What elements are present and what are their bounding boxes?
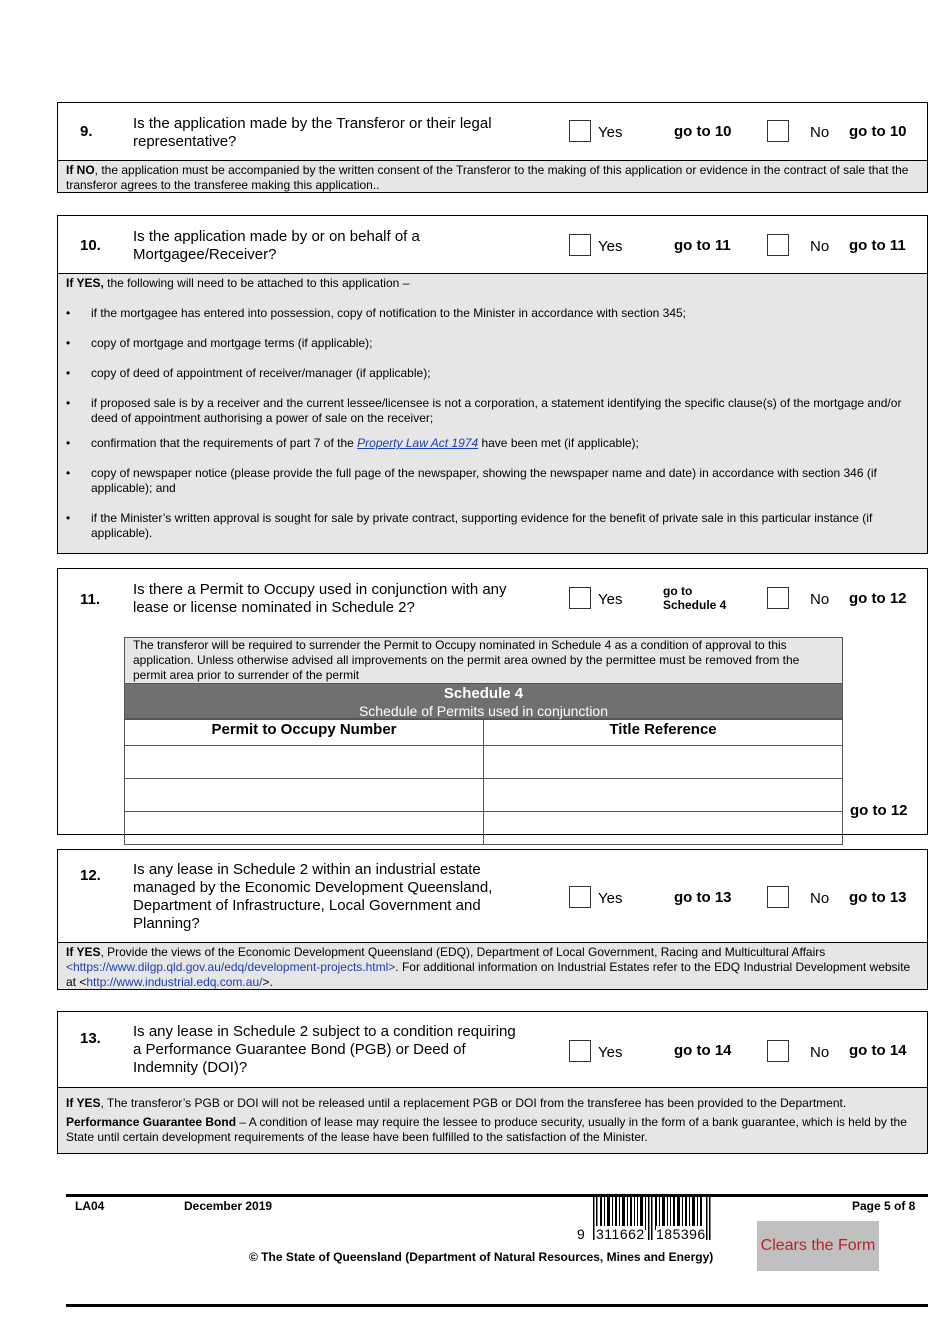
clear-form-button[interactable]: Clears the Form [757,1221,879,1271]
title-reference-input[interactable] [484,812,843,845]
list-item: • if the mortgagee has entered into possession, copy of notification to the Minister in accordance with section 345; [66,306,919,321]
no-goto: go to 13 [849,889,907,906]
schedule-goto: go to 12 [850,802,908,819]
question-text: Is any lease in Schedule 2 subject to a condition requiring a Performance Guarantee Bond (PGB) or Deed of Indemnity (DOI)? [133,1023,516,1076]
question-13 [57,1011,928,1154]
question-12 [57,849,928,990]
no-goto: go to 11 [849,237,906,254]
no-goto: go to 10 [849,123,907,140]
yes-goto: go to 11 [674,237,731,254]
question-number: 12. [80,867,101,884]
attachment-list [66,306,919,541]
edq-industrial-link[interactable]: http://www.industrial.edq.com.au/ [86,975,263,989]
no-label: No [810,1044,830,1061]
question-note: If NO, the application must be accompanied by the written consent of the Transferor to the making of this application or evidence in the contract of sale that the transferor agrees to the transferee making this application.. [58,160,927,192]
no-label: No [810,890,830,907]
question-note: If YES, the following will need to be attached to this application – • if the mortgagee has entered into possession, copy of notification to the Minister in accordance with section 345; • copy of mortgage and mortgage terms (if applicable); • copy of deed of appointment of receiver/manager (if applicable); • if proposed sale is by a receiver and the current lessee/licensee is not a corporation, a statement identifying the specific clause(s) of the mortgage and/or deed of appointment authorising a power of sale on the receiver; • confirmation that the requirements of part 7 of the Property Law Act 1974 have been met (if applicable); • copy of newspaper notice (please provide the full page of the newspaper, showing the newspaper name and date) in accordance with section 346 (if applicable); and • if the Minister’s written approval is sought for sale by private contract, supporting evidence for the benefit of private sale in this particular instance (if applicable). [58,273,927,553]
question-note: If YES, The transferor’s PGB or DOI will not be released until a replacement PGB or DOI from the transferee has been provided to the Department. Performance Guarantee Bond – A condition of lease may require the lessee to produce security, usually in the form of a bank guarantee, which is held by the State until certain development requirements of the lease have been fulfilled to the satisfaction of the Minister. [58,1087,927,1153]
question-9 [57,102,928,193]
question-text: Is there a Permit to Occupy used in conjunction with any lease or license nominated in Schedule 2? [133,581,507,616]
no-label: No [810,591,830,608]
footer-rule [66,1194,157,1197]
yes-label: Yes [598,591,623,608]
no-checkbox[interactable] [767,120,789,142]
table-row [125,812,843,845]
permit-table [124,719,843,845]
yes-label: Yes [598,1044,623,1061]
no-checkbox[interactable] [767,886,789,908]
bottom-rule [66,1304,928,1307]
question-note: If YES, Provide the views of the Economic Development Queensland (EDQ), Department of Local Government, Racing and Multicultural Affairs <https://www.dilgp.qld.gov.au/edq/development-projects.html>. For additional information on Industrial Estates refer to the EDQ Industrial Development website at <http://www.industrial.edq.com.au/>. [58,942,927,989]
yes-checkbox[interactable] [569,886,591,908]
table-row [125,779,843,812]
yes-goto: go to 13 [674,889,732,906]
question-text: Is any lease in Schedule 2 within an industrial estate managed by the Economic Development Queensland, Department of Infrastructure, Local Government and Planning? [133,861,493,932]
footer-rule [157,1194,928,1197]
schedule-title: Schedule 4 [443,685,524,702]
title-reference-input[interactable] [484,779,843,812]
barcode-digits-left: 311662 [596,1226,645,1242]
question-number: 13. [80,1030,101,1047]
yes-goto: go to 14 [674,1042,732,1059]
yes-checkbox[interactable] [569,1040,591,1062]
no-checkbox[interactable] [767,1040,789,1062]
no-label: No [810,238,830,255]
list-item: • copy of mortgage and mortgage terms (if applicable); [66,336,919,351]
schedule-intro: The transferor will be required to surrender the Permit to Occupy nominated in Schedule 4 as a condition of approval to this application. Unless otherwise advised all improvements on the permit area owned by the permittee must be removed from the permit area prior to surrender of the permit [124,637,843,684]
yes-checkbox[interactable] [569,120,591,142]
barcode-digits-right: 185396 [656,1226,706,1242]
property-law-act-link[interactable]: Property Law Act 1974 [357,436,479,450]
yes-goto: go to Schedule 4 [663,584,727,612]
yes-label: Yes [598,890,623,907]
list-item: • if proposed sale is by a receiver and the current lessee/licensee is not a corporation, a statement identifying the specific clause(s) of the mortgage and/or deed of appointment authorising a power of sale on the receiver; [66,396,919,426]
no-goto: go to 12 [849,590,907,607]
question-number: 11. [80,591,101,608]
column-header-title-ref: Title Reference [484,720,843,746]
yes-checkbox[interactable] [569,234,591,256]
form-code: LA04 [75,1199,105,1213]
list-item: • if the Minister’s written approval is sought for sale by private contract, supporting evidence for the benefit of private sale in this particular instance (if applicable). [66,511,919,541]
no-label: No [810,124,830,141]
table-row [125,746,843,779]
edq-projects-link[interactable]: <https://www.dilgp.qld.gov.au/edq/development-projects.html> [66,960,396,974]
permit-number-input[interactable] [125,779,484,812]
question-11 [57,568,928,835]
question-text: Is the application made by the Transferor or their legal representative? [133,115,492,150]
title-reference-input[interactable] [484,746,843,779]
no-checkbox[interactable] [767,234,789,256]
yes-label: Yes [598,238,623,255]
question-text: Is the application made by or on behalf of a Mortgagee/Receiver? [133,228,420,263]
no-checkbox[interactable] [767,587,789,609]
question-10 [57,215,928,554]
yes-label: Yes [598,124,623,141]
copyright: © The State of Queensland (Department of Natural Resources, Mines and Energy) [249,1250,714,1264]
yes-checkbox[interactable] [569,587,591,609]
permit-number-input[interactable] [125,812,484,845]
column-header-permit: Permit to Occupy Number [125,720,484,746]
no-goto: go to 14 [849,1042,907,1059]
question-number: 9. [80,123,93,140]
list-item: • copy of deed of appointment of receiver/manager (if applicable); [66,366,919,381]
schedule-subtitle: Schedule of Permits used in conjunction [358,703,609,719]
list-item: • copy of newspaper notice (please provide the full page of the newspaper, showing the newspaper name and date) in accordance with section 346 (if applicable); and [66,466,919,496]
form-date: December 2019 [184,1199,273,1213]
page-number: Page 5 of 8 [852,1199,916,1213]
schedule-4-header [124,683,843,719]
question-number: 10. [80,237,101,254]
permit-number-input[interactable] [125,746,484,779]
yes-goto: go to 10 [674,123,732,140]
barcode-digit: 9 [577,1226,586,1242]
list-item: • confirmation that the requirements of part 7 of the Property Law Act 1974 have been met (if applicable); [66,436,919,451]
